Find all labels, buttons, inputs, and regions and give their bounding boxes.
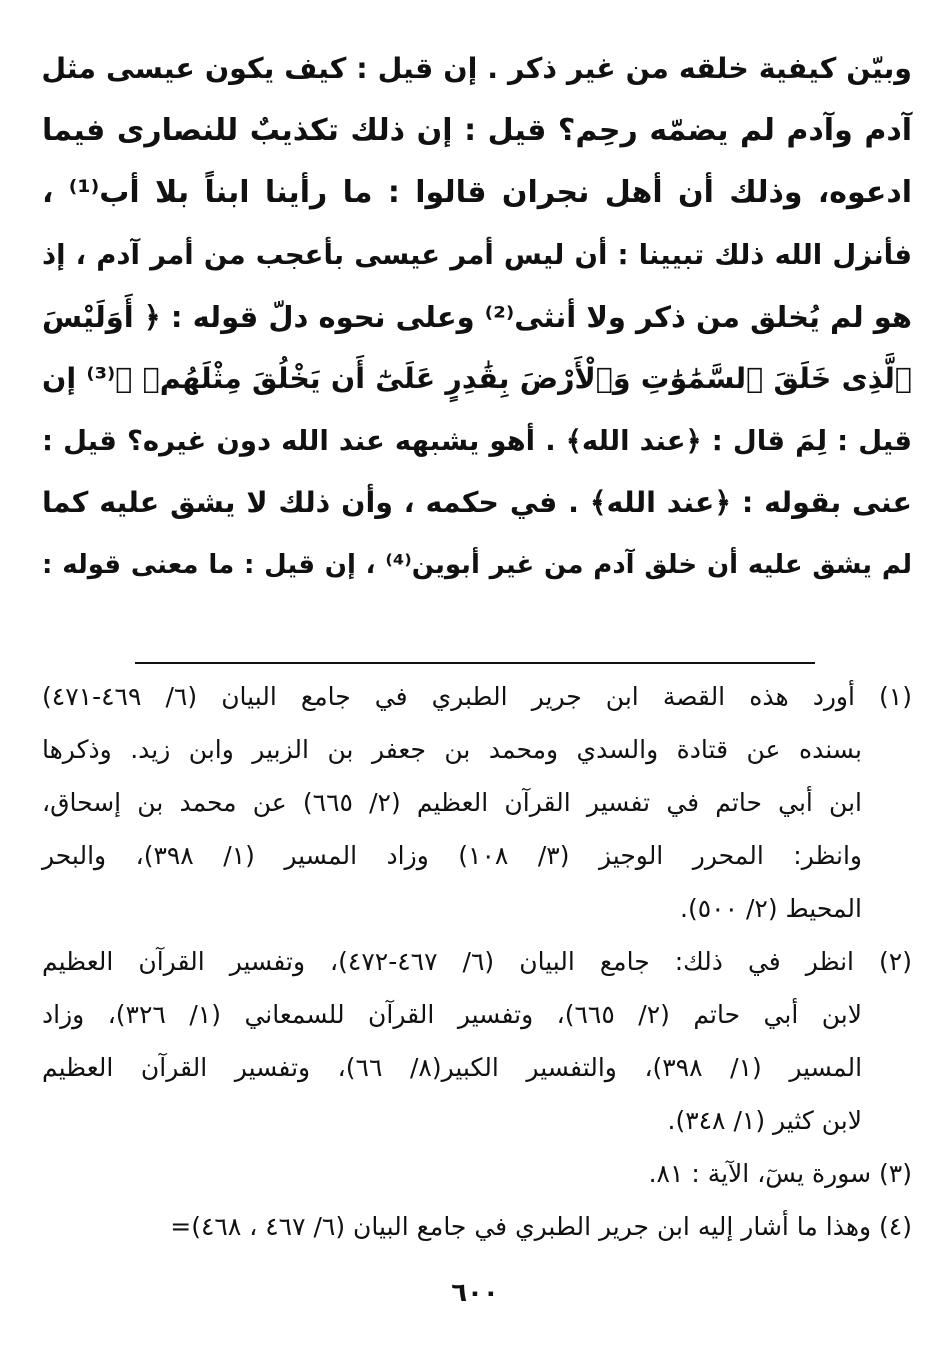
footnote-1-line: ابن أبي حاتم في تفسير القرآن العظيم (٢/ ٦٦٥) عن محمد بن إسحاق،: [42, 788, 862, 817]
main-text-line: لم يشق عليه أن خلق آدم من غير أبوين⁽⁴⁾ ، إن قيل : ما معنى قوله :: [42, 550, 912, 580]
main-text-line: عنى بقوله : ﴿عند الله﴾ . في حكمه ، وأن ذلك لا يشق عليه كما: [42, 486, 912, 519]
footnote-1-line: المحيط (٢/ ٥٠٠).: [680, 894, 862, 923]
main-text-line: آدم وآدم لم يضمّه رحِم؟ قيل : إن ذلك تكذيبٌ للنصارى فيما: [42, 113, 912, 148]
footnote-2-line: لابن كثير (١/ ٣٤٨).: [667, 1106, 862, 1135]
main-text-line: وبيّن كيفية خلقه من غير ذكر . إن قيل : كيف يكون عيسى مثل: [41, 52, 912, 85]
quran-verse-line: ٱلَّذِى خَلَقَ ٱلسَّمَٰوَٰتِ وَٱلْأَرْضَ بِقَٰدِرٍ عَلَىٰٓ أَن يَخْلُقَ مِثْلَهُمۚ ﴾⁽³⁾ إن: [42, 362, 912, 395]
footnote-2-line: المسير (١/ ٣٩٨)، والتفسير الكبير(٨/ ٦٦)، وتفسير القرآن العظيم: [42, 1053, 863, 1082]
footnote-2-line: (٢) انظر في ذلك: جامع البيان (٦/ ٤٦٧-٤٧٢)، وتفسير القرآن العظيم: [42, 947, 912, 976]
footnote-3-line: (٣) سورة يسٓ، الآية : ٨١.: [648, 1159, 912, 1188]
main-text-line: قيل : لِمَ قال : ﴿عند الله﴾ . أهو يشبهه عند الله دون غيره؟ قيل :: [42, 425, 912, 457]
footnote-1-line: وانظر: المحرر الوجيز (٣/ ١٠٨) وزاد المسير (١/ ٣٩٨)، والبحر: [42, 841, 862, 870]
footnote-4-line: (٤) وهذا ما أشار إليه ابن جرير الطبري في جامع البيان (٦/ ٤٦٧ ، ٤٦٨)=: [170, 1212, 912, 1241]
footnote-1-line: (١) أورد هذه القصة ابن جرير الطبري في جامع البيان (٦/ ٤٦٩-٤٧١): [42, 682, 912, 711]
main-text-line: ادعوه، وذلك أن أهل نجران قالوا : ما رأينا ابناً بلا أب⁽¹⁾ ،: [42, 175, 912, 210]
page-number: ٦٠٠: [451, 1278, 499, 1308]
footnote-1-line: بسنده عن قتادة والسدي ومحمد بن جعفر بن الزبير وابن زيد. وذكرها: [42, 735, 862, 764]
footnote-2-line: لابن أبي حاتم (٢/ ٦٦٥)، وتفسير القرآن للسمعاني (١/ ٣٢٦)، وزاد: [42, 1000, 863, 1029]
footnotes-block: [42, 670, 912, 1253]
main-text-line: فأنزل الله ذلك تبيينا : أن ليس أمر عيسى بأعجب من أمر آدم ، إذ: [42, 239, 912, 271]
main-text-line: هو لم يُخلق من ذكر ولا أنثى⁽²⁾ وعلى نحوه دلّ قوله : ﴿ أَوَلَيْسَ: [42, 300, 912, 334]
main-text-block: [42, 38, 912, 596]
footnote-divider: [135, 662, 815, 664]
